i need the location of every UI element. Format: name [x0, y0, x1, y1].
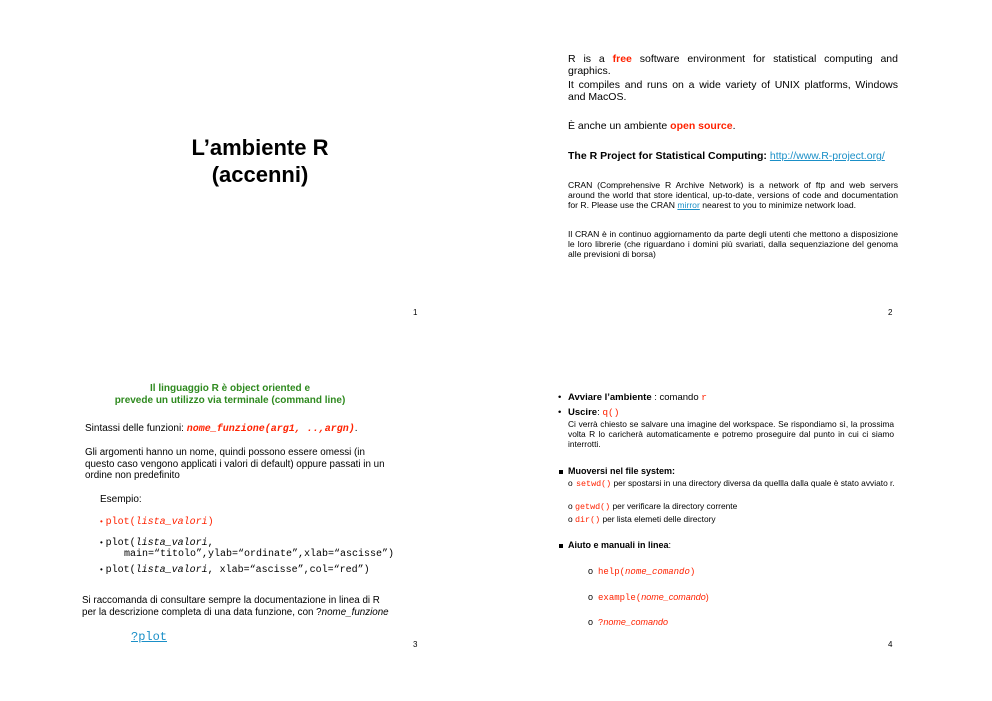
page-number: 3 — [413, 640, 418, 649]
open-source-highlight: open source — [670, 120, 733, 132]
page-number: 1 — [413, 308, 418, 317]
help-cmd-2: o example(nome_comando) — [588, 592, 709, 603]
project-link[interactable]: http://www.R-project.org/ — [769, 150, 885, 162]
r-platforms: It compiles and runs on a wide variety of UNIX platforms, Windows and MacOS. — [568, 79, 898, 103]
slide-title — [0, 134, 496, 188]
example-2: • plot(lista_valori, main=“titolo”,ylab=“ordinate”,xlab=“ascisse”) — [100, 538, 395, 560]
page-number: 2 — [888, 308, 893, 317]
quit-description: Ci verrà chiesto se salvare una imagine del workspace. Se rispondiamo sì, la prossima volta R lo caricherà automaticamente e potremo proseguire dal punto in cui ci siamo interrotti. — [568, 419, 894, 449]
slide-2 — [496, 0, 992, 350]
help-plot-link[interactable]: ?plot — [131, 630, 168, 644]
example-label: Esempio: — [100, 494, 142, 505]
title-line-2: (accenni) — [211, 162, 309, 187]
help-item: Aiuto e manuali in linea: — [568, 540, 671, 550]
fs-getwd: o getwd() per verificare la directory corrente — [568, 501, 738, 512]
slide-3 — [0, 350, 496, 700]
help-cmd-3: o ?nome_comando — [588, 617, 668, 628]
example-2-continued: main=“titolo”,ylab=“ordinate”,xlab=“ascisse”) — [124, 549, 395, 560]
start-item: • Avviare l’ambiente : comando r — [558, 392, 707, 403]
free-highlight: free — [612, 53, 632, 65]
slide-heading — [60, 383, 400, 407]
project-line: The R Project for Statistical Computing: http://www.R-project.org/ — [568, 150, 885, 162]
example-3: • plot(lista_valori, xlab=“ascisse”,col=“red”) — [100, 565, 370, 576]
quit-item: • Uscire: q() — [558, 407, 620, 418]
fs-setwd: o setwd() per spostarsi in una directory diversa da quellla dalla quale è stato avviato r. — [568, 478, 895, 489]
open-source-line: È anche un ambiente open source. — [568, 120, 736, 132]
help-cmd-1: o help(nome_comando) — [588, 566, 696, 577]
filesystem-item: Muoversi nel file system: — [568, 466, 675, 476]
page-number: 4 — [888, 640, 893, 649]
r-intro: R is a free software environment for statistical computing and graphics. — [568, 53, 898, 77]
fs-dir: o dir() per lista elemeti delle directory — [568, 514, 716, 525]
slide-4 — [496, 350, 992, 700]
slide-1 — [0, 0, 496, 350]
arguments-text: Gli argomenti hanno un nome, quindi possono essere omessi (in questo caso vengono applicati i valori di default) oppure passati in un ordine non predefinito — [85, 447, 385, 481]
syntax-line: Sintassi delle funzioni: nome_funzione(arg1, ..,argn). — [85, 423, 358, 435]
heading-line-2: prevede un utilizzo via terminale (command line) — [114, 395, 346, 406]
example-1: • plot(lista_valori) — [100, 517, 214, 528]
cran-description: CRAN (Comprehensive R Archive Network) is a network of ftp and web servers around the world that store identical, up-to-date, versions of code and documentation for R. Please use the CRAN mirror nearest to you to minimize network load. — [568, 180, 898, 210]
syntax-code: nome_funzione(arg1, ..,argn) — [186, 424, 355, 435]
cran-italian: Il CRAN è in continuo aggiornamento da parte degli utenti che mettono a disposizione le loro librerie (che riguardano i domini più svariati, dalla sequenziazione del genoma alle previsioni di borsa) — [568, 229, 898, 259]
documentation-note: Si raccomanda di consultare sempre la documentazione in linea di R per la descrizione completa di una data funzione, con ?nome_funzione — [82, 595, 389, 618]
heading-line-1: Il linguaggio R è object oriented e — [149, 383, 310, 394]
mirror-link[interactable]: mirror — [677, 200, 700, 210]
title-line-1: L’ambiente R — [191, 135, 329, 160]
